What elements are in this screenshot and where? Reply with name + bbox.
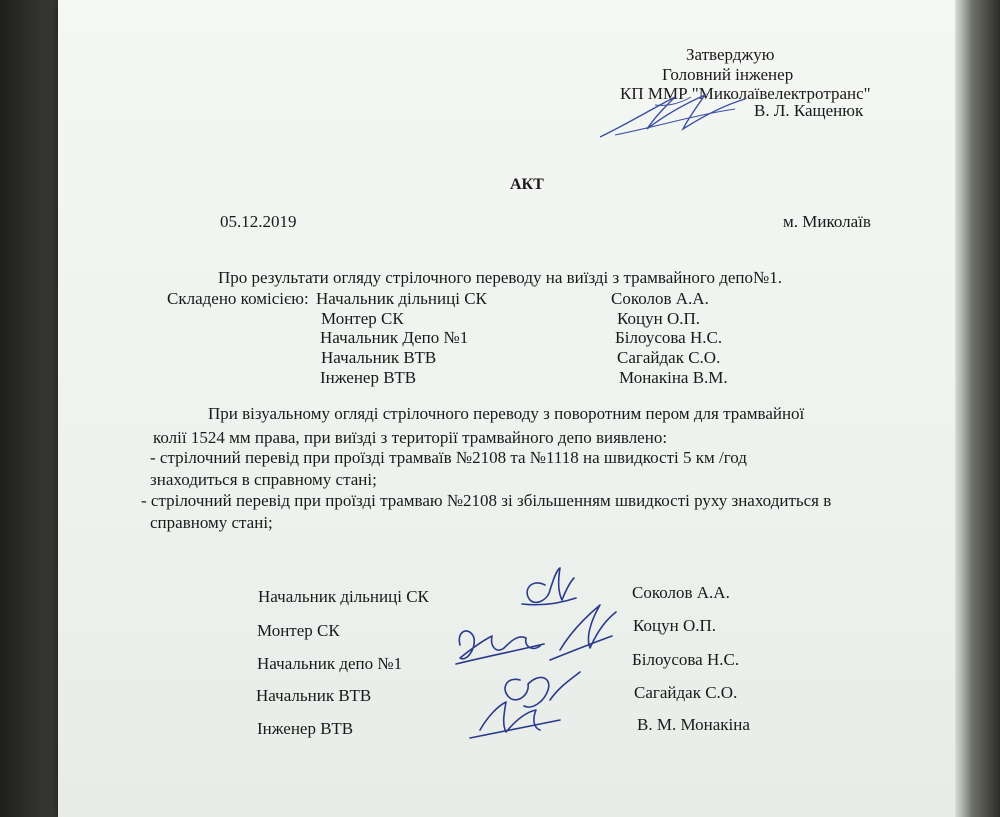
body-item-1-line-2: знаходиться в справному стані;	[150, 470, 377, 489]
commission-name-5: Монакіна В.М.	[619, 368, 728, 387]
commission-role-5: Інженер ВТВ	[320, 368, 417, 387]
approval-line-2: Головний інженер	[662, 65, 794, 84]
commission-name-4: Сагайдак С.О.	[617, 348, 721, 367]
approval-signature	[595, 85, 755, 145]
commission-label: Складено комісією:	[167, 289, 309, 308]
signature-name-4: Сагайдак С.О.	[634, 683, 738, 702]
body-item-1-line-1: - стрілочний перевід при проїзді трамваїв №2108 та №1118 на швидкості 5 км /год	[150, 448, 747, 467]
signature-role-5: Інженер ВТВ	[257, 719, 354, 738]
commission-name-2: Коцун О.П.	[617, 309, 700, 328]
handwritten-signatures	[440, 560, 630, 750]
approval-line-4: В. Л. Кащенюк	[754, 101, 864, 120]
signature-role-2: Монтер СК	[257, 621, 340, 640]
commission-role-3: Начальник Депо №1	[320, 328, 469, 347]
signature-role-3: Начальник депо №1	[257, 654, 403, 673]
body-paragraph-line-1: При візуальному огляді стрілочного переводу з поворотним пером для трамвайної	[208, 404, 805, 423]
commission-role-1: Начальник дільниці СК	[316, 289, 487, 308]
commission-role-4: Начальник ВТВ	[321, 348, 437, 367]
body-item-2-line-2: справному стані;	[150, 513, 273, 532]
approval-line-3: КП ММР "Миколаївелектротранс"	[620, 84, 871, 103]
document-city: м. Миколаїв	[783, 212, 871, 231]
signature-role-1: Начальник дільниці СК	[258, 587, 429, 606]
approval-line-1: Затверджую	[686, 45, 775, 64]
body-item-2-line-1: - стрілочний перевід при проїзді трамваю №2108 зі збільшенням швидкості руху знаходиться в	[141, 491, 832, 510]
signature-role-4: Начальник ВТВ	[256, 686, 372, 705]
signature-name-5: В. М. Монакіна	[637, 715, 750, 734]
commission-name-1: Соколов А.А.	[611, 289, 709, 308]
body-paragraph-line-2: колії 1524 мм права, при виїзді з території трамвайного депо виявлено:	[153, 428, 668, 447]
document-subject: Про результати огляду стрілочного переводу на виїзді з трамвайного депо№1.	[218, 268, 782, 287]
document-date: 05.12.2019	[220, 212, 297, 231]
commission-name-3: Білоусова Н.С.	[615, 328, 723, 347]
signature-name-3: Білоусова Н.С.	[632, 650, 740, 669]
page-edge-shadow	[955, 0, 1000, 817]
signature-name-2: Коцун О.П.	[633, 616, 716, 635]
document-title: АКТ	[510, 176, 544, 193]
commission-role-2: Монтер СК	[321, 309, 404, 328]
signature-name-1: Соколов А.А.	[632, 583, 730, 602]
